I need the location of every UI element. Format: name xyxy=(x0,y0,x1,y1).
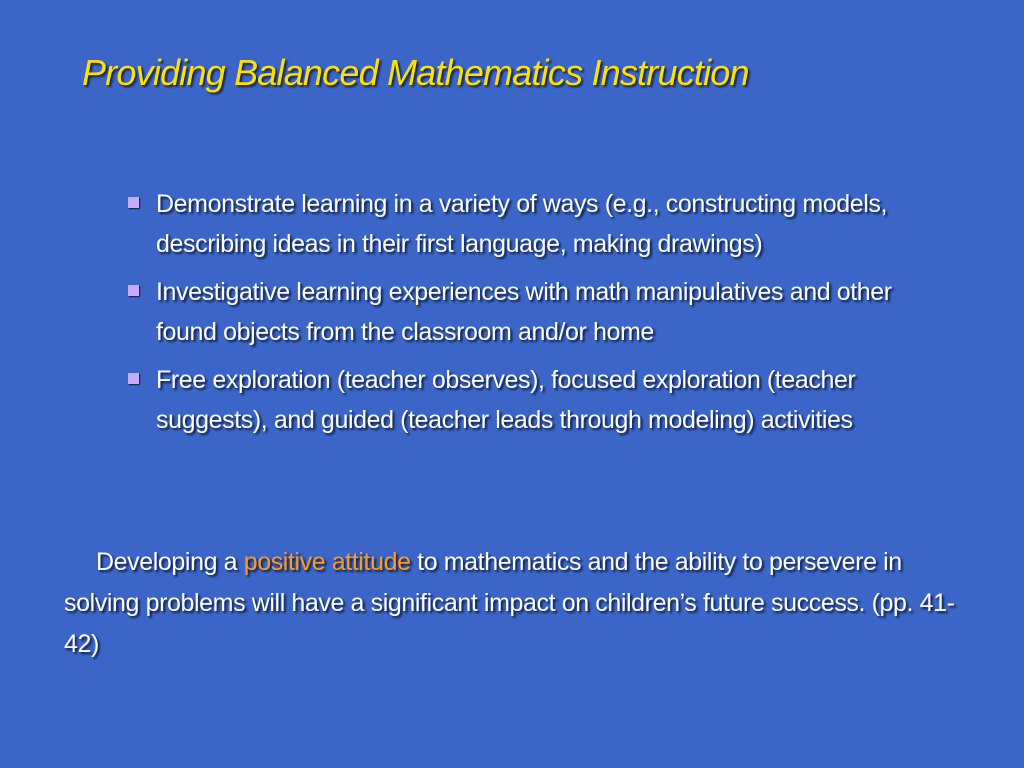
bullet-text: Free exploration (teacher observes), focused exploration (teacher suggests), and guided (teacher leads through modeling) activities xyxy=(156,366,856,434)
square-bullet-icon xyxy=(128,373,139,384)
closing-highlight: positive attitude xyxy=(243,548,411,576)
bullet-list xyxy=(126,184,946,448)
slide-title: Providing Balanced Mathematics Instruction xyxy=(82,52,749,93)
square-bullet-icon xyxy=(128,197,139,208)
bullet-item xyxy=(126,272,946,352)
bullet-item xyxy=(126,360,946,440)
bullet-text: Demonstrate learning in a variety of ways (e.g., constructing models, describing ideas in their first language, making drawings) xyxy=(156,190,888,258)
closing-paragraph xyxy=(64,542,964,665)
square-bullet-icon xyxy=(128,285,139,296)
closing-text-after: to mathematics and the ability to persevere in solving problems will have a significant impact on children’s future success. (pp. 41-42) xyxy=(64,548,955,658)
closing-text-before: Developing a xyxy=(96,548,244,576)
bullet-text: Investigative learning experiences with math manipulatives and other found objects from the classroom and/or home xyxy=(156,278,892,346)
bullet-item xyxy=(126,184,946,264)
